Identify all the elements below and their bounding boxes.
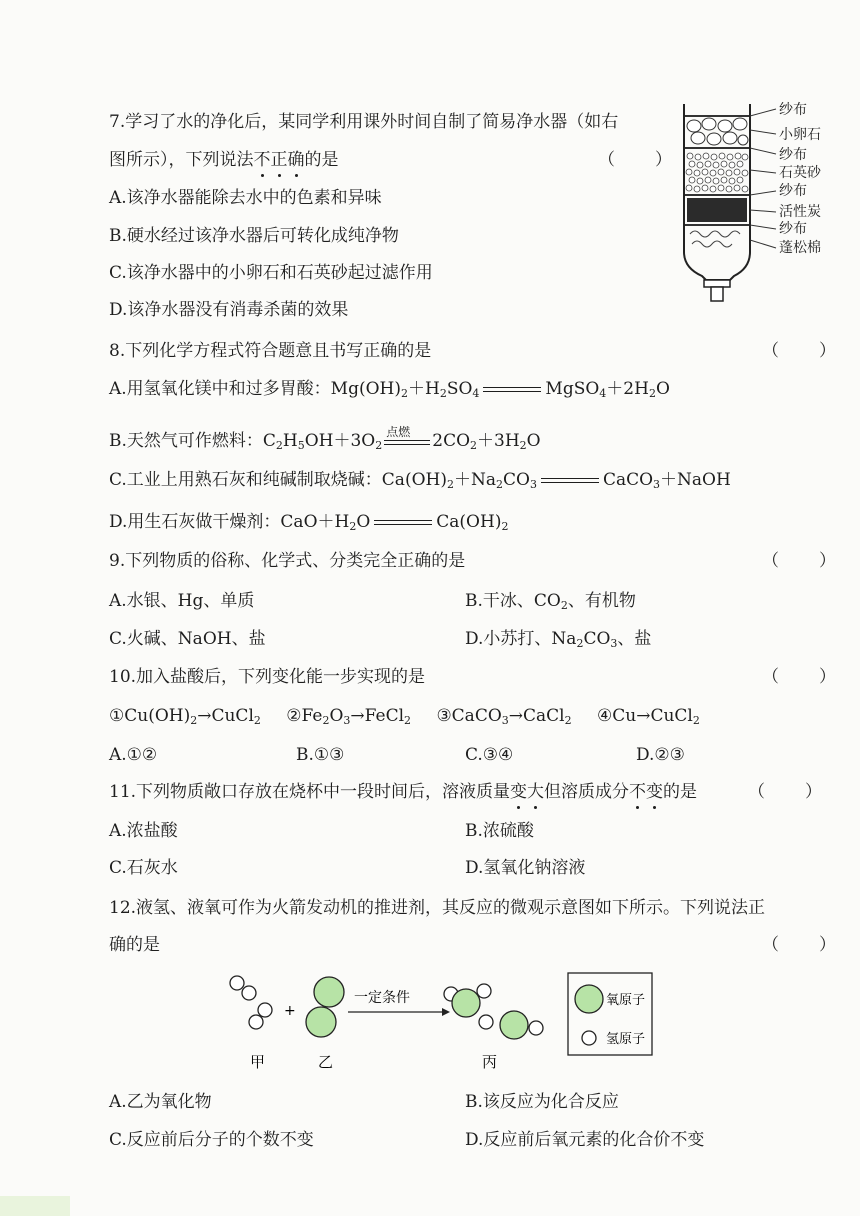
q7-option-c[interactable]: C.该净水器中的小卵石和石英砂起过滤作用 [109,263,433,283]
figure-label-cotton: 蓬松棉 [779,240,821,256]
bottle-spout [711,287,723,301]
label-yi: 乙 [318,1053,334,1071]
q8-option-b[interactable]: B.天然气可作燃料：$C_2H_5OH+3O_2$ 点燃 $2CO_2+3H_2O$ [109,424,541,452]
q10-answer-bracket[interactable]: （ ） [762,667,838,687]
figure-label-activated-carbon: 活性炭 [779,204,821,220]
q9-option-c[interactable]: C.火碱、NaOH、盐 [109,629,266,649]
figure-label-gauze: 纱布 [779,102,807,118]
q8-option-a[interactable]: A.用氢氧化镁中和过多胃酸：$Mg(OH)_2+H_2SO_4$ $MgSO_4+2H_2O$ [109,379,670,400]
q10-reaction-4: ④Cu→CuCl$_2$ [597,706,700,727]
q9-option-a[interactable]: A.水银、Hg、单质 [109,591,255,611]
q11-option-a[interactable]: A.浓盐酸 [109,821,178,841]
q7-stem-line2: 图所示），下列说法不正确的是 [109,150,339,170]
label-bing: 丙 [482,1053,498,1071]
legend-oxygen-label: 氧原子 [606,993,646,1008]
q9-answer-bracket[interactable]: （ ） [762,551,838,571]
q8-option-d[interactable]: D.用生石灰做干燥剂：$CaO+H_2O$ $Ca(OH)_2$ [109,512,509,533]
q10-reactions [109,705,700,727]
molecule-yi [306,977,344,1037]
figure-label-gauze: 纱布 [779,183,807,199]
reaction-diagram [220,970,660,1080]
figure-label-gauze: 纱布 [779,147,807,163]
q8-option-c[interactable]: C.工业上用熟石灰和纯碱制取烧碱：$Ca(OH)_2+Na_2CO_3$ CaCO$_3$＋NaOH [109,470,731,491]
equals-sign [374,518,432,528]
q12-option-a[interactable]: A.乙为氧化物 [109,1092,212,1112]
q11-answer-bracket[interactable]: （ ） [748,782,824,802]
q8-answer-bracket[interactable]: （ ） [762,341,838,361]
page-corner-shade [0,1196,70,1216]
q12-answer-bracket[interactable]: （ ） [762,935,838,955]
q12-stem-line1: 12.液氢、液氧可作为火箭发动机的推进剂，其反应的微观示意图如下所示。下列说法正 [109,898,766,918]
q10-option-c[interactable]: C.③④ [465,745,514,765]
q9-option-b[interactable]: B.干冰、$CO_2$、有机物 [465,591,636,612]
legend-hydrogen-label: 氢原子 [606,1032,646,1047]
q11-option-b[interactable]: B.浓硫酸 [465,821,534,841]
q9-option-d[interactable]: D.小苏打、$Na_2CO_3$、盐 [465,629,652,650]
q11-option-c[interactable]: C.石灰水 [109,858,178,878]
q11-stem: 11.下列物质敞口存放在烧杯中一段时间后，溶液质量变大但溶质成分不变的是 [109,782,698,802]
q12-option-c[interactable]: C.反应前后分子的个数不变 [109,1130,314,1150]
figure-label-gauze: 纱布 [779,221,807,237]
q12-stem-line2: 确的是 [109,935,160,955]
cotton-layer [690,231,740,247]
q11-option-d[interactable]: D.氢氧化钠溶液 [465,858,586,878]
plus-sign: + [284,1003,296,1019]
figure-label-pebbles: 小卵石 [779,127,821,143]
equals-sign [483,385,541,395]
quartz-sand-layer [686,153,748,192]
oxygen-atom-legend-swatch [575,985,603,1013]
reaction-arrow-head [442,1008,450,1016]
q10-stem: 10.加入盐酸后，下列变化能一步实现的是 [109,667,426,687]
q7-answer-bracket[interactable]: （ ） [598,150,674,170]
q10-reaction-3: ③CaCO$_3$→CaCl$_2$ [436,706,572,727]
activated-carbon-layer [687,198,747,222]
equals-sign-with-condition: 点燃 [384,437,430,447]
q10-reaction-2: $②Fe_2O_3\to FeCl_2$ [286,706,412,727]
molecule-jia [230,976,272,1029]
q8-stem: 8.下列化学方程式符合题意且书写正确的是 [109,341,432,361]
label-jia: 甲 [250,1053,266,1071]
figure-label-quartz-sand: 石英砂 [779,165,821,181]
q12-option-d[interactable]: D.反应前后氧元素的化合价不变 [465,1130,705,1150]
leader-lines [750,109,776,248]
q7-option-d[interactable]: D.该净水器没有消毒杀菌的效果 [109,300,349,320]
molecule-bing [444,984,543,1039]
q7-stem-line1: 7.学习了水的净化后，某同学利用课外时间自制了简易净水器（如右 [109,112,619,132]
q9-stem: 9.下列物质的俗称、化学式、分类完全正确的是 [109,551,466,571]
equals-sign [541,476,599,486]
reaction-condition: 一定条件 [354,990,410,1006]
q10-option-b[interactable]: B.①③ [296,745,345,765]
q10-reaction-1: $①Cu(OH)_2\to CuCl_2$ [109,706,261,727]
q10-option-a[interactable]: A.①② [109,745,158,765]
q7-option-a[interactable]: A.该净水器能除去水中的色素和异味 [109,188,382,208]
q10-option-d[interactable]: D.②③ [636,745,685,765]
pebble-layer [687,118,748,145]
hydrogen-atom-legend-swatch [582,1031,596,1045]
q12-option-b[interactable]: B.该反应为化合反应 [465,1092,619,1112]
bottle-cap [704,280,730,287]
q7-option-b[interactable]: B.硬水经过该净水器后可转化成纯净物 [109,226,399,246]
